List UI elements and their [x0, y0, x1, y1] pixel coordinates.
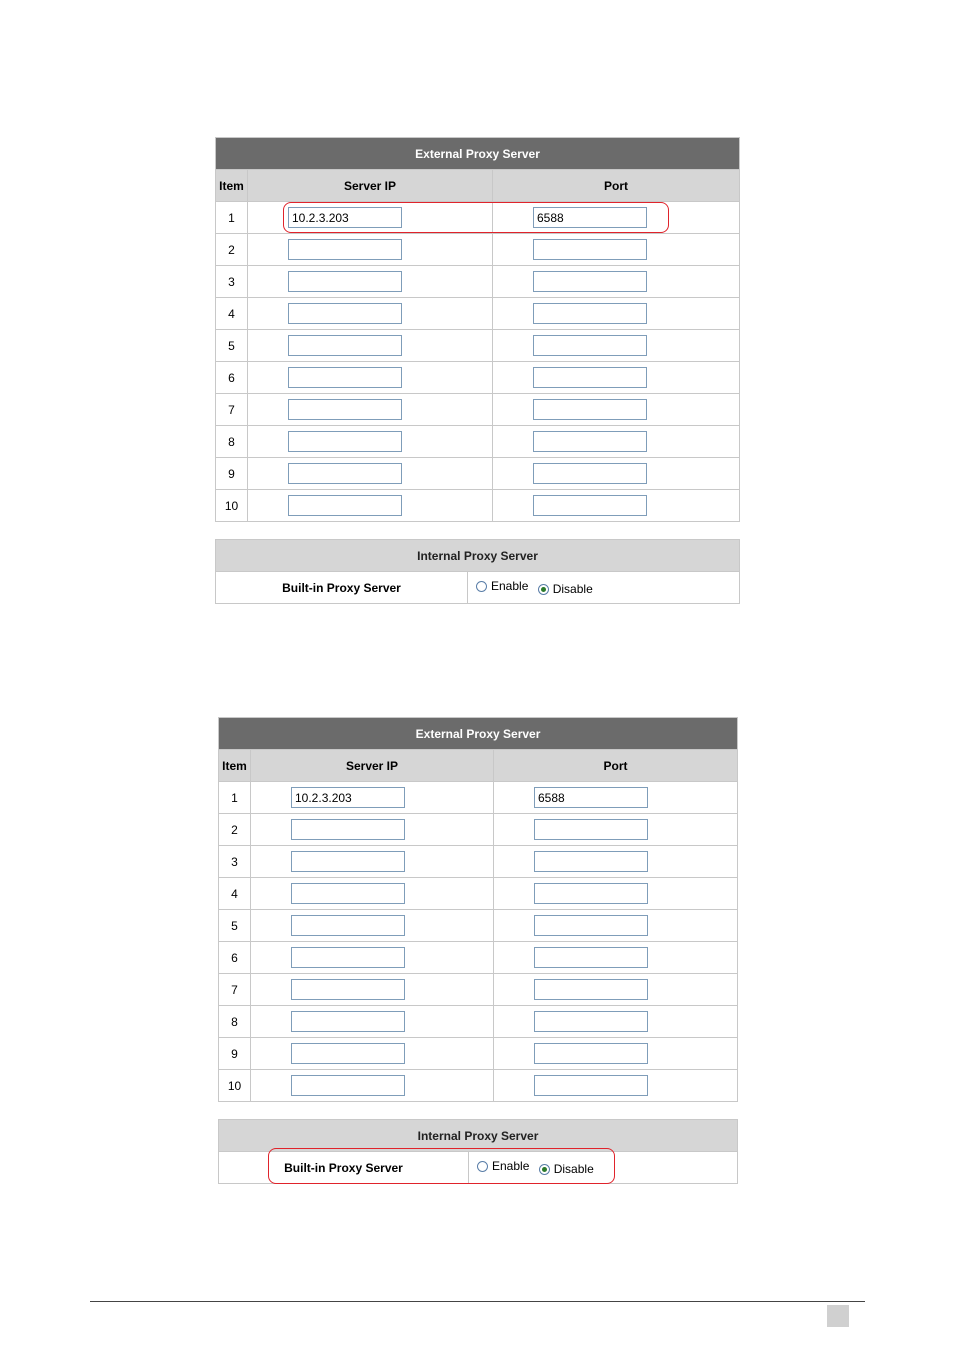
server-ip-input[interactable]: [291, 1043, 405, 1064]
item-number: 9: [216, 458, 248, 490]
port-input[interactable]: [534, 883, 648, 904]
port-cell: [493, 266, 740, 298]
item-number: 6: [216, 362, 248, 394]
header-server-ip: Server IP: [251, 750, 494, 782]
disable-option[interactable]: [538, 582, 593, 596]
port-input[interactable]: [534, 1043, 648, 1064]
server-ip-cell: [251, 782, 494, 814]
server-ip-cell: [251, 942, 494, 974]
item-number: 6: [219, 942, 251, 974]
port-input[interactable]: [533, 303, 647, 324]
port-input[interactable]: [534, 819, 648, 840]
table-row: [216, 426, 740, 458]
table-row: [216, 394, 740, 426]
server-ip-input[interactable]: [288, 335, 402, 356]
external-proxy-title: External Proxy Server: [216, 138, 740, 170]
table-row: [219, 974, 738, 1006]
port-cell: [494, 974, 738, 1006]
disable-label: Disable: [552, 582, 593, 596]
table-row: [216, 330, 740, 362]
server-ip-input[interactable]: [288, 271, 402, 292]
port-cell: [494, 1038, 738, 1070]
server-ip-input[interactable]: [291, 819, 405, 840]
item-number: 8: [216, 426, 248, 458]
page-number-box: [827, 1305, 849, 1327]
port-cell: [494, 942, 738, 974]
internal-proxy-title: Internal Proxy Server: [219, 1120, 738, 1152]
port-input[interactable]: [534, 1011, 648, 1032]
table-row: [219, 1070, 738, 1102]
server-ip-cell: [248, 490, 493, 522]
server-ip-input[interactable]: [291, 787, 405, 808]
server-ip-cell: [248, 234, 493, 266]
port-input[interactable]: [534, 947, 648, 968]
table-row: [219, 910, 738, 942]
panel-2: [218, 717, 737, 1184]
port-input[interactable]: [534, 979, 648, 1000]
item-number: 4: [219, 878, 251, 910]
header-server-ip: Server IP: [248, 170, 493, 202]
item-number: 10: [216, 490, 248, 522]
server-ip-input[interactable]: [288, 367, 402, 388]
server-ip-cell: [251, 878, 494, 910]
port-cell: [494, 910, 738, 942]
external-proxy-title: External Proxy Server: [219, 718, 738, 750]
port-input[interactable]: [534, 915, 648, 936]
table-row: [219, 1006, 738, 1038]
item-number: 7: [219, 974, 251, 1006]
disable-radio[interactable]: [539, 1164, 550, 1175]
internal-proxy-table: [218, 1119, 738, 1184]
enable-radio[interactable]: [477, 1161, 488, 1172]
port-cell: [493, 234, 740, 266]
server-ip-cell: [251, 974, 494, 1006]
footer-divider: [90, 1301, 865, 1302]
enable-label: Enable: [491, 579, 529, 593]
header-item: Item: [219, 750, 251, 782]
port-cell: [493, 458, 740, 490]
port-input[interactable]: [534, 787, 648, 808]
server-ip-input[interactable]: [291, 915, 405, 936]
item-number: 5: [216, 330, 248, 362]
panel-1: [215, 137, 739, 604]
item-number: 1: [216, 202, 248, 234]
server-ip-cell: [251, 814, 494, 846]
table-row: [216, 202, 740, 234]
item-number: 8: [219, 1006, 251, 1038]
item-number: 1: [219, 782, 251, 814]
enable-option[interactable]: [468, 579, 528, 593]
server-ip-cell: [248, 394, 493, 426]
server-ip-cell: [248, 202, 493, 234]
item-number: 3: [219, 846, 251, 878]
item-number: 4: [216, 298, 248, 330]
enable-option[interactable]: [469, 1159, 529, 1173]
header-port: Port: [494, 750, 738, 782]
item-number: 2: [219, 814, 251, 846]
server-ip-input[interactable]: [288, 495, 402, 516]
server-ip-input[interactable]: [291, 851, 405, 872]
port-input[interactable]: [533, 367, 647, 388]
server-ip-cell: [248, 330, 493, 362]
server-ip-input[interactable]: [291, 947, 405, 968]
server-ip-cell: [248, 298, 493, 330]
server-ip-input[interactable]: [291, 1075, 405, 1096]
table-row: [216, 362, 740, 394]
port-cell: [493, 426, 740, 458]
item-number: 5: [219, 910, 251, 942]
port-cell: [494, 782, 738, 814]
disable-label: Disable: [553, 1162, 594, 1176]
port-cell: [493, 202, 740, 234]
disable-radio[interactable]: [538, 584, 549, 595]
item-number: 3: [216, 266, 248, 298]
server-ip-input[interactable]: [288, 431, 402, 452]
server-ip-cell: [248, 362, 493, 394]
table-row: [216, 266, 740, 298]
server-ip-cell: [251, 1038, 494, 1070]
table-row: [216, 234, 740, 266]
port-cell: [493, 298, 740, 330]
server-ip-cell: [251, 846, 494, 878]
item-number: 9: [219, 1038, 251, 1070]
item-number: 7: [216, 394, 248, 426]
table-row: [219, 814, 738, 846]
table-row: [219, 846, 738, 878]
port-input[interactable]: [533, 271, 647, 292]
port-input[interactable]: [533, 399, 647, 420]
disable-option[interactable]: [539, 1162, 594, 1176]
internal-proxy-title: Internal Proxy Server: [216, 540, 740, 572]
server-ip-input[interactable]: [291, 1011, 405, 1032]
port-cell: [493, 362, 740, 394]
port-cell: [494, 1006, 738, 1038]
server-ip-cell: [251, 1070, 494, 1102]
external-proxy-table: [218, 717, 738, 1102]
port-cell: [493, 490, 740, 522]
server-ip-input[interactable]: [291, 979, 405, 1000]
enable-label: Enable: [492, 1159, 530, 1173]
table-row: [216, 458, 740, 490]
port-cell: [494, 1070, 738, 1102]
port-input[interactable]: [533, 239, 647, 260]
header-item: Item: [216, 170, 248, 202]
port-cell: [494, 846, 738, 878]
port-input[interactable]: [533, 207, 647, 228]
server-ip-cell: [248, 426, 493, 458]
builtin-proxy-options: [468, 572, 740, 604]
port-cell: [494, 878, 738, 910]
port-input[interactable]: [533, 463, 647, 484]
builtin-proxy-label: Built-in Proxy Server: [216, 572, 468, 604]
server-ip-input[interactable]: [288, 463, 402, 484]
server-ip-cell: [248, 458, 493, 490]
server-ip-cell: [251, 910, 494, 942]
port-input[interactable]: [534, 1075, 648, 1096]
builtin-proxy-options: [469, 1152, 738, 1184]
port-cell: [494, 814, 738, 846]
table-row: [219, 942, 738, 974]
external-proxy-table: [215, 137, 740, 522]
server-ip-input[interactable]: [288, 399, 402, 420]
internal-proxy-table: [215, 539, 740, 604]
port-input[interactable]: [534, 851, 648, 872]
server-ip-input[interactable]: [288, 239, 402, 260]
table-row: [219, 1038, 738, 1070]
server-ip-input[interactable]: [288, 207, 402, 228]
server-ip-input[interactable]: [291, 883, 405, 904]
header-port: Port: [493, 170, 740, 202]
port-input[interactable]: [533, 431, 647, 452]
item-number: 2: [216, 234, 248, 266]
table-row: [219, 782, 738, 814]
table-row: [216, 298, 740, 330]
server-ip-cell: [248, 266, 493, 298]
port-input[interactable]: [533, 495, 647, 516]
table-row: [216, 490, 740, 522]
port-cell: [493, 330, 740, 362]
enable-radio[interactable]: [476, 581, 487, 592]
item-number: 10: [219, 1070, 251, 1102]
table-row: [219, 878, 738, 910]
port-input[interactable]: [533, 335, 647, 356]
port-cell: [493, 394, 740, 426]
server-ip-cell: [251, 1006, 494, 1038]
server-ip-input[interactable]: [288, 303, 402, 324]
builtin-proxy-label: Built-in Proxy Server: [219, 1152, 469, 1184]
